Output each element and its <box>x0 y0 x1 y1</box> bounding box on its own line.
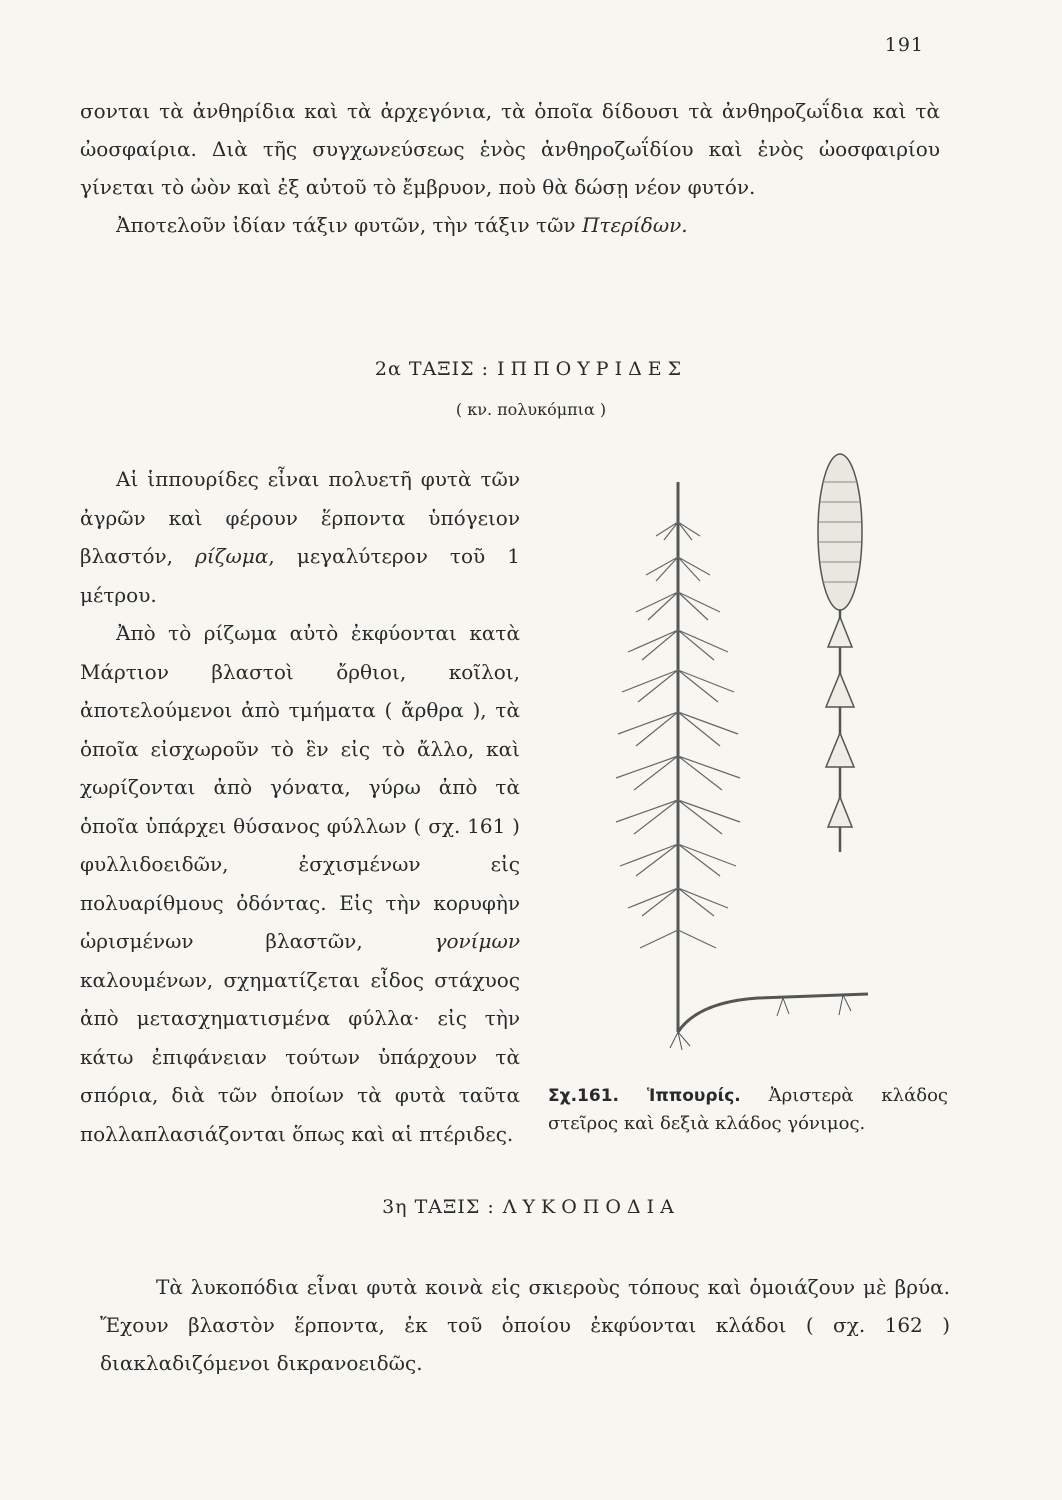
intro-paragraph-2 <box>80 206 940 244</box>
sterile-branch-drawing <box>616 482 740 1032</box>
intro-paragraph-2-italic: Πτερίδων. <box>581 213 688 237</box>
figure-caption <box>548 1082 948 1138</box>
horsetail-illustration <box>578 442 958 1082</box>
col-p1-b: , μεγαλύτερον τοῦ 1 μέτρου. <box>80 544 521 607</box>
section-2-title: ΙΠΠΟΥΡΙΔΕΣ <box>497 358 688 380</box>
col-p2-a: Ἀπὸ τὸ ρίζωμα αὐτὸ ἐκφύονται κατὰ Μάρτιον βλαστοὶ ὄρθιοι, κοῖλοι, ἀποτελούμενοι ἀπὸ τμήματα ( ἄρθρα ), τὰ ὁποῖα εἰσχωροῦν τὸ ἓν εἰς τὸ ἄλλο, καὶ χωρίζονται ἀπὸ γόνατα, γύρω ἀπὸ τὰ ὁποῖα ὑπάρχει θύσανος φύλλων ( σχ. 161 ) φυλλιδοειδῶν, ἐσχισμένων εἰς πολυαρίθμους ὀδόντας. Εἰς τὴν κορυφὴν ὡρισμένων βλαστῶν, <box>80 621 520 953</box>
figure-caption-label: Σχ.161. Ἱππουρίς. <box>548 1086 741 1106</box>
col-p1-a: Αἱ ἱππουρίδες εἶναι πολυετῆ φυτὰ τῶν ἀγρῶν καὶ φέρουν ἕρποντα ὑπόγειον βλαστόν, <box>80 467 520 568</box>
section-3-title: ΛΥΚΟΠΟΔΙΑ <box>502 1196 680 1218</box>
col-p2-italic: γονίμων <box>434 929 520 953</box>
final-text <box>100 1268 950 1382</box>
section-2-prefix: 2α ΤΑΞΙΣ : <box>374 358 490 380</box>
intro-paragraph-1: σονται τὰ ἀνθηρίδια καὶ τὰ ἀρχεγόνια, τὰ ὁποῖα δίδουσι τὰ ἀνθηροζωΐδια καὶ τὰ ὠοσφαίρια. Διὰ τῆς συγχωνεύσεως ἑνὸς ἀνθηροζωΐδίου καὶ ἑνὸς ὠοσφαιρίου γίνεται τὸ ὠὸν καὶ ἐξ αὐτοῦ τὸ ἔμβρυον, ποὺ θὰ δώσῃ νέον φυτόν. <box>80 99 940 199</box>
section-heading-3 <box>0 1196 1062 1218</box>
intro-text <box>80 92 940 244</box>
column-paragraph-1 <box>80 460 520 614</box>
col-p2-b: καλουμένων, σχηματίζεται εἶδος στάχυος ἀπὸ μετασχηματισμένα φύλλα· εἰς τὴν κάτω ἐπιφάνειαν τούτων ὑπάρχουν τὰ σπόρια, διὰ τῶν ὁποίων τὰ φυτὰ ταῦτα πολλαπλασιάζονται ὅπως καὶ αἱ πτέριδες. <box>80 967 520 1146</box>
section-3-prefix: 3η ΤΑΞΙΣ : <box>382 1196 495 1218</box>
figure-caption-text: Ἀριστερὰ κλάδος στεῖρος καὶ δεξιὰ κλάδος γόνιμος. <box>548 1085 948 1134</box>
rhizome-drawing <box>670 994 868 1050</box>
column-paragraph-2 <box>80 614 520 1153</box>
section-heading-2 <box>0 358 1062 380</box>
col-p1-italic: ρίζωμα <box>195 544 269 568</box>
final-paragraph: Τὰ λυκοπόδια εἶναι φυτὰ κοινὰ εἰς σκιεροὺς τόπους καὶ ὁμοιάζουν μὲ βρύα. Ἔχουν βλαστὸν ἕρποντα, ἐκ τοῦ ὁποίου ἐκφύονται κλάδοι ( σχ. 162 ) διακλαδιζόμενοι δικρανοειδῶς. <box>100 1275 950 1375</box>
fertile-branch-drawing <box>818 454 862 852</box>
section-2-subtitle: ( κν. πολυκόμπια ) <box>455 400 607 419</box>
intro-paragraph-2-text: Ἀποτελοῦν ἰδίαν τάξιν φυτῶν, τὴν τάξιν τῶν <box>116 213 582 237</box>
body-column <box>80 460 520 1153</box>
page-number: 191 <box>884 34 924 56</box>
